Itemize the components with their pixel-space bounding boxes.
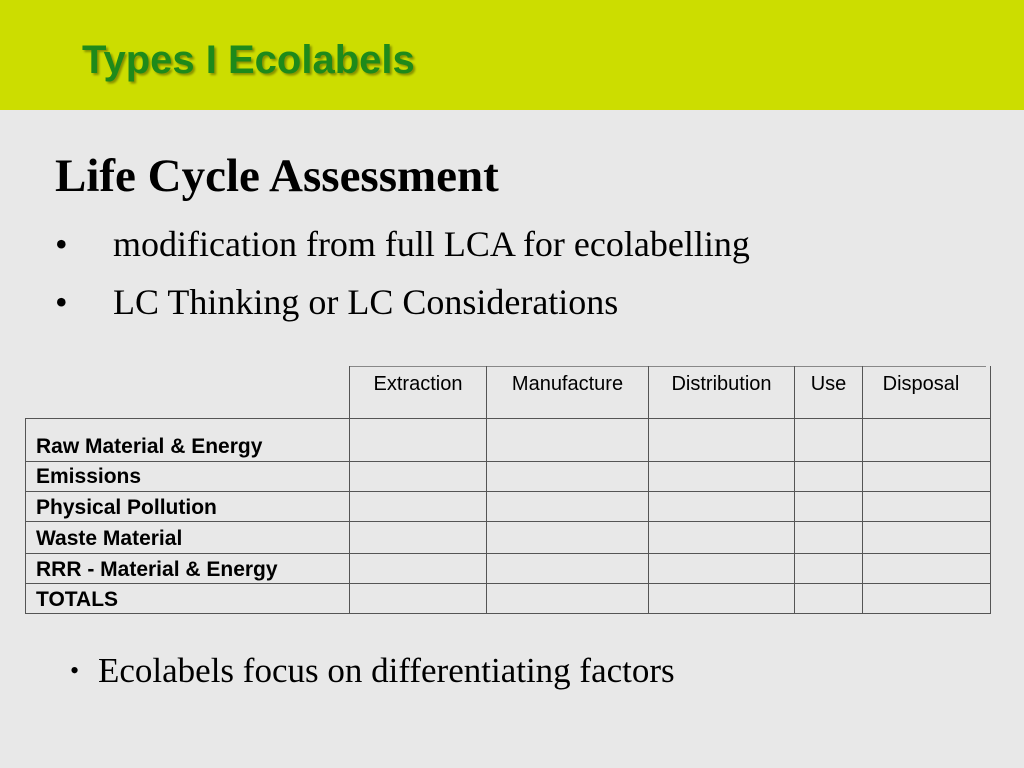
column-header-extraction: Extraction — [373, 373, 463, 395]
table-col-border — [862, 366, 863, 613]
row-label-waste-material: Waste Material — [36, 527, 183, 550]
table-row-border — [25, 491, 991, 492]
table-col-border — [648, 366, 649, 613]
table-top-border — [349, 366, 986, 367]
table-row-border — [25, 461, 991, 462]
bullet-marker: • — [55, 224, 68, 264]
bullet-text: modification from full LCA for ecolabelling — [113, 224, 750, 264]
lca-matrix-table — [25, 366, 991, 614]
row-label-rrr-material-energy: RRR - Material & Energy — [36, 558, 278, 581]
section-heading: Life Cycle Assessment — [55, 150, 499, 202]
table-col-border — [794, 366, 795, 613]
table-row-border — [25, 553, 991, 554]
table-col-border — [990, 366, 991, 613]
column-header-disposal: Disposal — [882, 373, 960, 395]
column-header-use: Use — [810, 373, 847, 395]
table-col-border — [349, 366, 350, 613]
row-label-totals: TOTALS — [36, 588, 119, 611]
table-row-border — [25, 583, 991, 584]
column-header-distribution: Distribution — [671, 373, 772, 395]
bullet-text: LC Thinking or LC Considerations — [113, 282, 619, 322]
table-row-border — [25, 521, 991, 522]
table-col-border — [486, 366, 487, 613]
bullet-marker: • — [55, 282, 68, 322]
bullet-item — [55, 222, 955, 266]
column-header-manufacture: Manufacture — [511, 373, 624, 395]
bullet-text: Ecolabels focus on differentiating factors — [98, 651, 675, 690]
slide-title: Types I Ecolabels — [82, 38, 415, 82]
table-col-border — [25, 418, 26, 613]
table-bottom-border — [25, 613, 991, 614]
row-label-raw-material-energy: Raw Material & Energy — [36, 435, 263, 458]
table-row-border — [25, 418, 991, 419]
row-label-emissions: Emissions — [36, 465, 142, 488]
bullet-item — [55, 280, 955, 324]
bullet-item — [70, 649, 970, 693]
bullet-marker: • — [70, 656, 80, 685]
row-label-physical-pollution: Physical Pollution — [36, 496, 217, 519]
